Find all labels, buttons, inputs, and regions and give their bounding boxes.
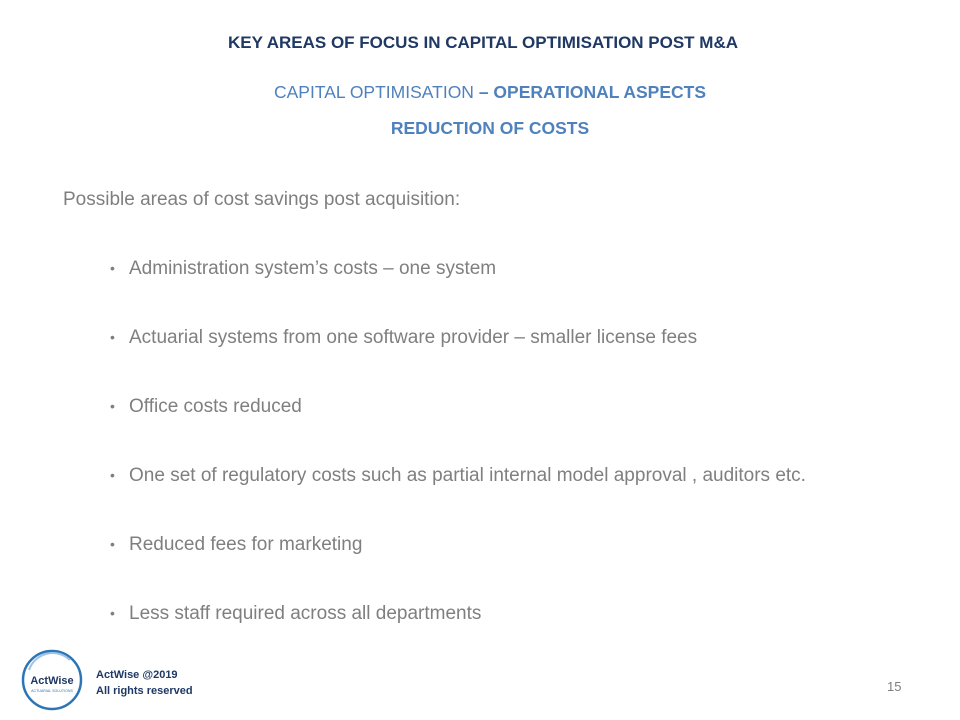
bullet-text: Actuarial systems from one software provider – smaller license fees [129,327,698,348]
section-heading: REDUCTION OF COSTS [390,118,590,138]
rights-text: All rights reserved [96,685,193,697]
bullet-text: Administration system’s costs – one system [129,258,497,279]
logo-tagline: ACTUARIAL SOLUTIONS [31,689,73,693]
footer-text [96,667,193,699]
slide-title: KEY AREAS OF FOCUS IN CAPITAL OPTIMISATION POST M&A [227,33,739,52]
bullet-icon: • [110,398,115,414]
bullet-text: Office costs reduced [129,396,302,417]
bullet-icon: • [110,467,115,483]
bullet-icon: • [110,329,115,345]
bullet-icon: • [110,260,115,276]
logo-name: ActWise [30,675,74,687]
bullet-icon: • [110,536,115,552]
actwise-logo [20,648,84,712]
bullet-text: Reduced fees for marketing [129,534,363,555]
bullet-text: Less staff required across all departments [129,603,482,624]
section-subtitle [0,82,960,103]
bullet-text: One set of regulatory costs such as partial internal model approval , auditors etc. [129,465,806,486]
subtitle-normal-text: CAPITAL OPTIMISATION [273,82,479,102]
copyright-text: ActWise @2019 [96,669,178,681]
page-number: 15 [887,679,902,694]
bullet-icon: • [110,605,115,621]
intro-text: Possible areas of cost savings post acquisition: [63,189,461,210]
subtitle-bold-text: – OPERATIONAL ASPECTS [478,82,707,102]
